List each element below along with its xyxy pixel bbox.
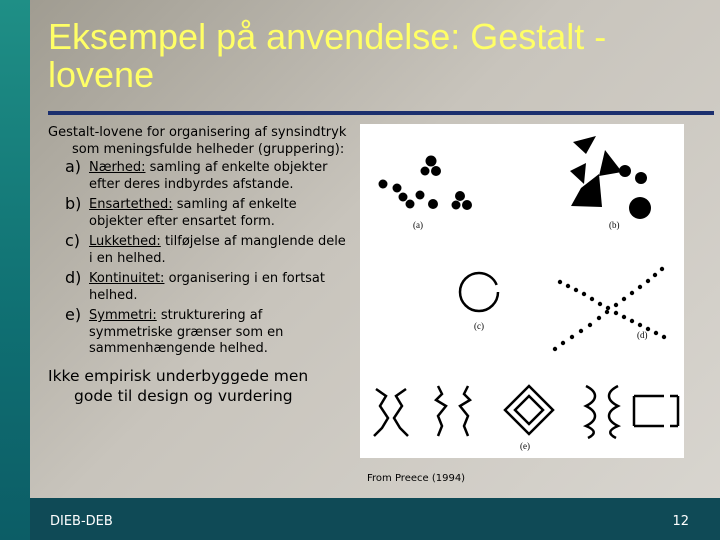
figure-label-c: (c) [474,321,484,331]
proximity-dots [379,156,473,211]
list-item [48,157,348,193]
gestalt-law-list [48,157,348,358]
law-term: Lukkethed: [89,234,161,249]
law-description: samling af enkelte objekter efter ensartet form. [89,197,297,229]
figure-source: From Preece (1994) [367,473,466,484]
list-item [48,231,348,267]
list-letter: c) [65,231,81,250]
continuity-dots [553,267,666,351]
page-number: 12 [672,514,689,529]
list-letter: d) [65,268,82,287]
title-divider [48,111,714,115]
list-item [48,305,348,358]
law-term: Ensartethed: [89,197,173,212]
figure-label-b: (b) [609,220,620,230]
figure-label-a: (a) [413,220,423,230]
list-letter: a) [65,157,82,176]
closure-circle [460,273,498,311]
intro-text: Gestalt-lovene for organisering af synsindtryk som meningsfulde helheder (gruppering): [48,125,347,157]
list-letter: b) [65,194,82,213]
footer-bar [30,498,720,540]
law-description: tilføjelse af manglende dele i en helhed. [89,234,346,266]
symmetry-shapes [374,386,678,438]
list-item [48,194,348,230]
law-description: strukturering af symmetriske grænser som en sammenhængende helhed. [89,308,284,356]
list-letter: e) [65,305,82,324]
law-term: Nærhed: [89,160,146,175]
gestalt-illustration [360,124,684,458]
left-accent-bar [0,0,30,540]
law-term: Symmetri: [89,308,157,323]
law-description: samling af enkelte objekter efter deres indbyrdes afstande. [89,160,328,192]
gestalt-figure [360,124,684,458]
note-text: Ikke empirisk underbyggede men gode til design og vurdering [48,366,309,405]
law-term: Kontinuitet: [89,271,165,286]
slide-body [48,124,348,406]
footer-label: DIEB-DEB [50,514,113,529]
list-item [48,268,348,304]
slide-title: Eksempel på anvendelse: Gestalt -lovene [48,16,607,95]
figure-label-e: (e) [520,441,530,451]
similarity-shapes [570,136,651,219]
law-description: organisering i en fortsat helhed. [89,271,325,303]
figure-label-d: (d) [637,330,648,340]
